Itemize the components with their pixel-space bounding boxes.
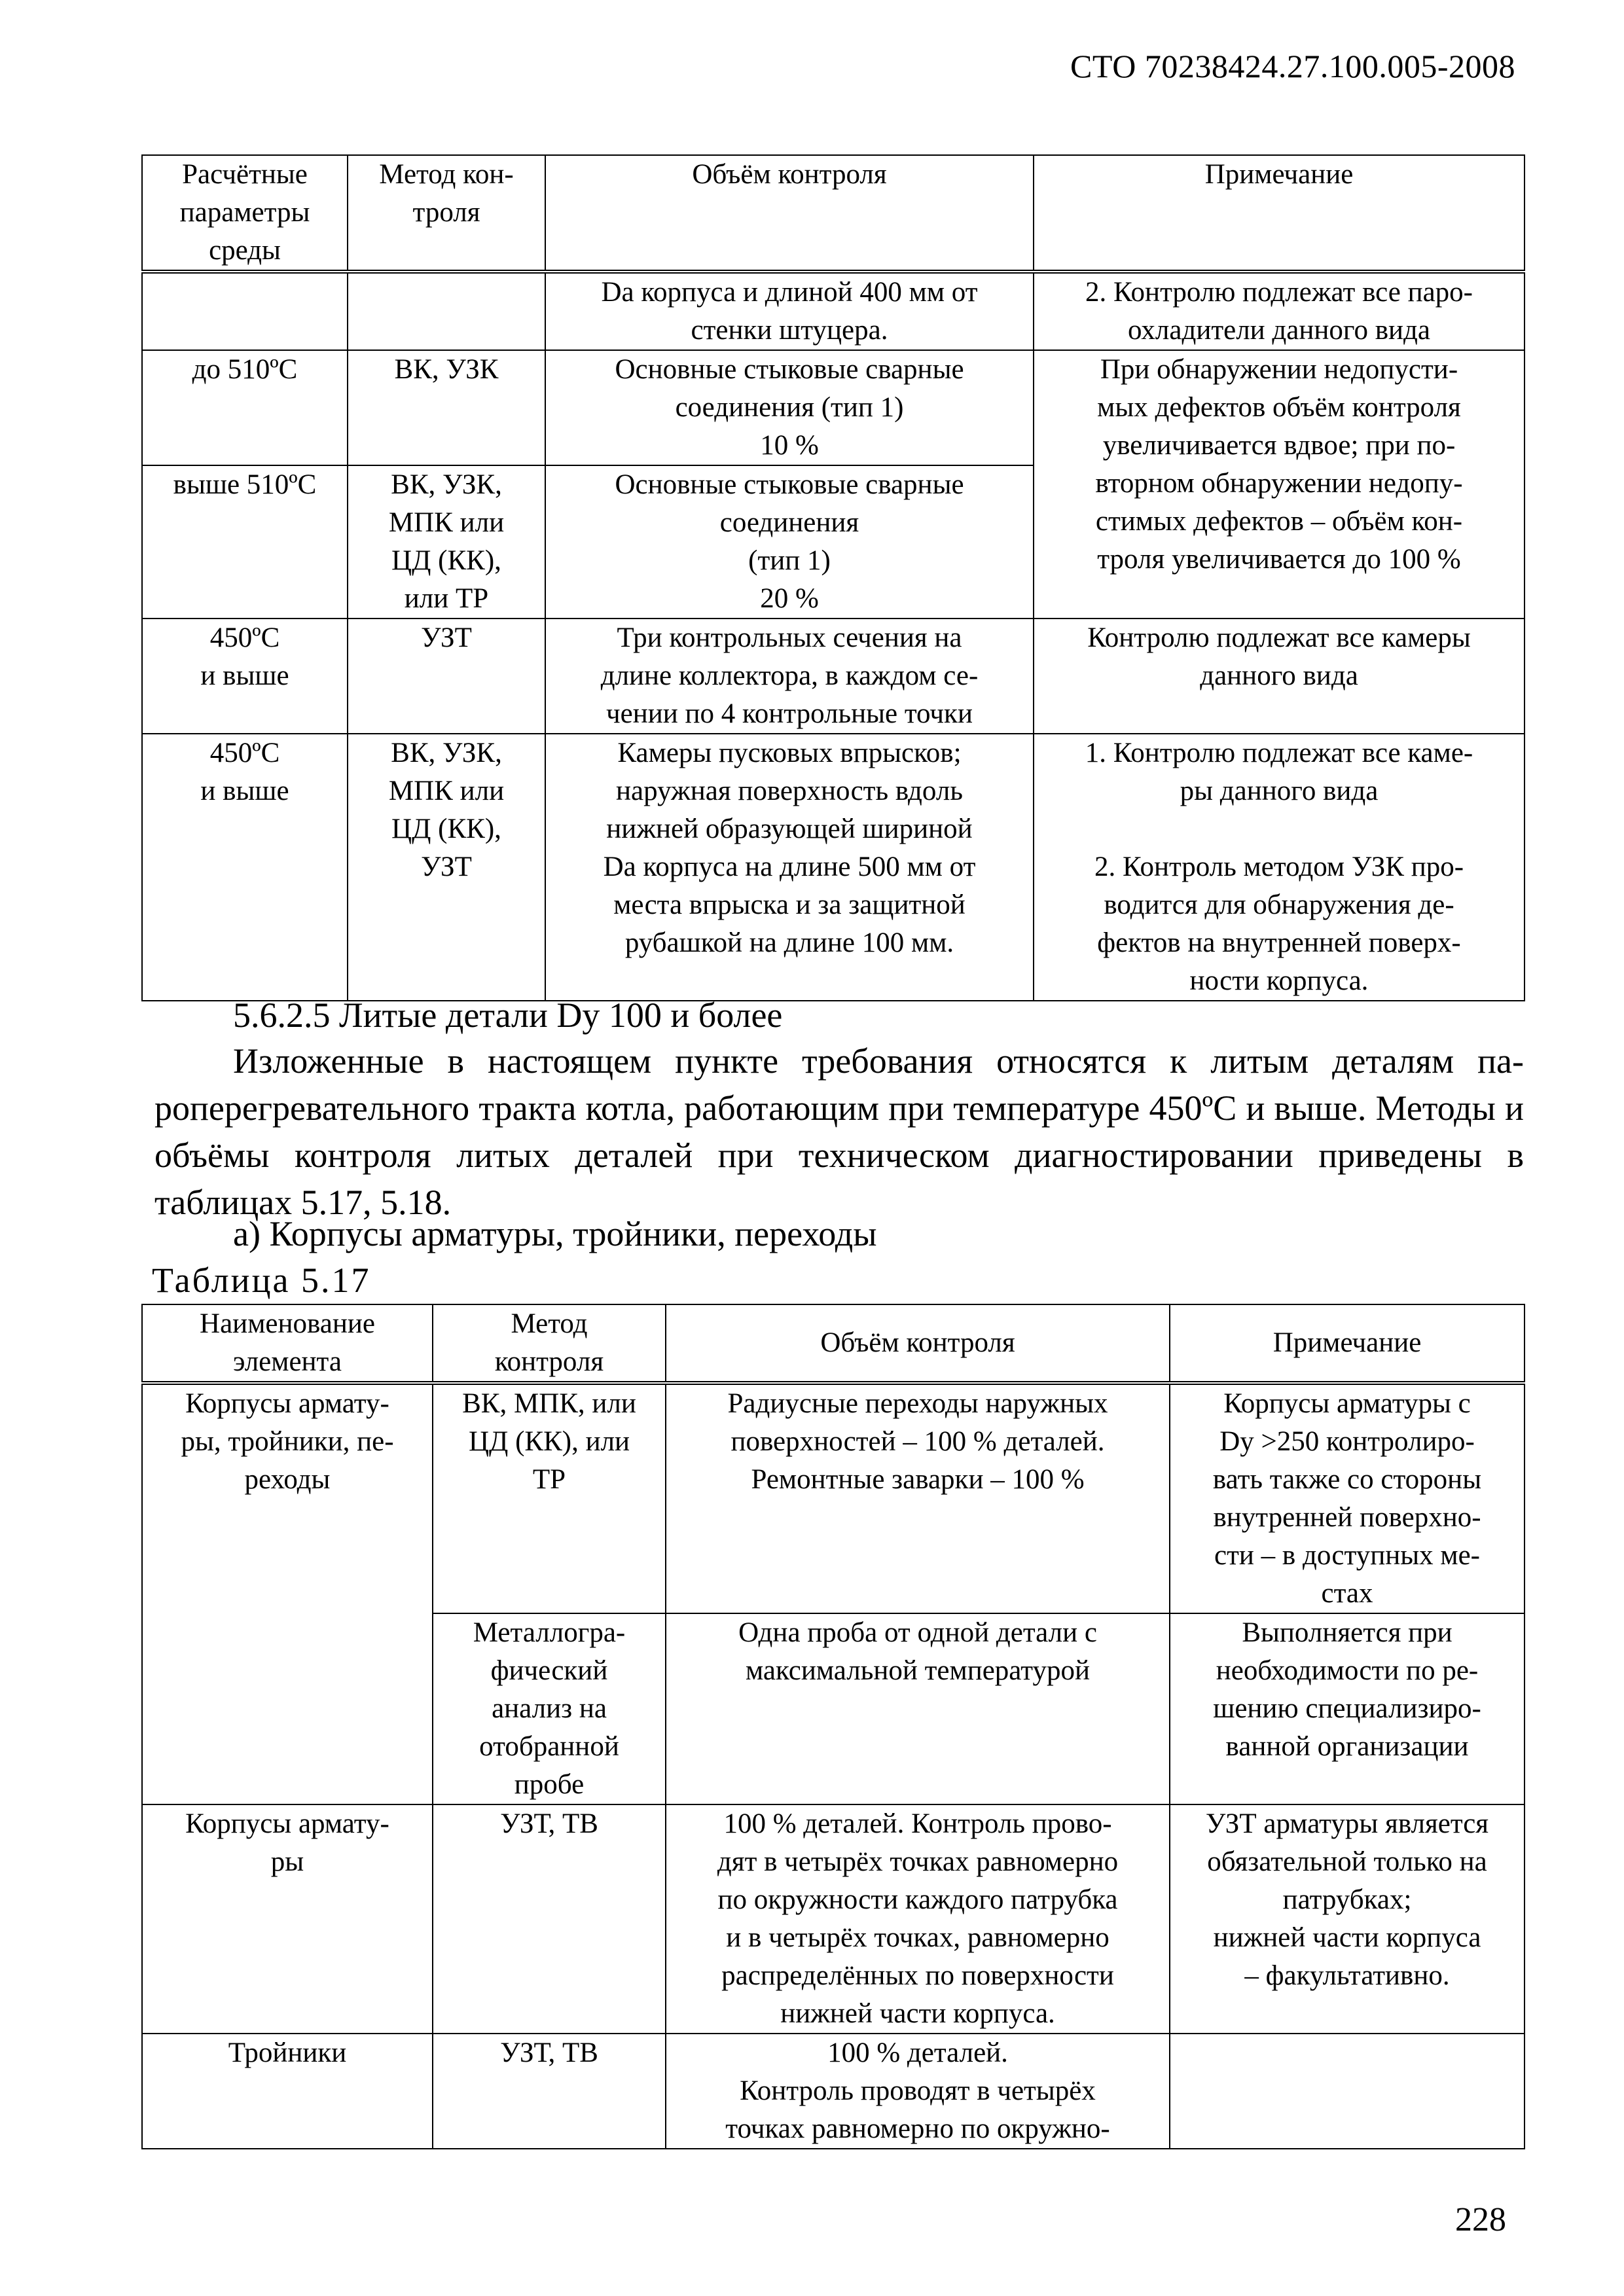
table-cell: 450ºС и выше [142,619,348,734]
table-cell: Da корпуса и длиной 400 мм от стенки штуцера. [545,272,1034,350]
table-cell: УЗТ [348,619,545,734]
column-header: Метод кон- троля [348,155,545,272]
column-header: Расчётные параметры среды [142,155,348,272]
table-cell: до 510ºС [142,350,348,465]
table-continuation [141,154,1525,1001]
column-header: Объём контроля [666,1304,1170,1383]
table-cell: 450ºС и выше [142,734,348,1001]
table-cell: 2. Контролю подлежат все паро- охладители данного вида [1034,272,1525,350]
table-cell: ВК, УЗК [348,350,545,465]
table-cell: Камеры пусковых впрысков; наружная поверхность вдоль нижней образующей шириной Da корпуса на длине 500 мм от места впрыска и за защитной рубашкой на длине 100 мм. [545,734,1034,1001]
table-row [142,619,1525,734]
column-header: Объём контроля [545,155,1034,272]
table-cell: Тройники [142,2034,433,2149]
column-header: Примечание [1170,1304,1525,1383]
table-cell: Три контрольных сечения на длине коллектора, в каждом се- чении по 4 контрольные точки [545,619,1034,734]
table-cell: УЗТ, ТВ [433,2034,666,2149]
table-cell: ВК, МПК, или ЦД (КК), или ТР [433,1383,666,1613]
table-caption: Таблица 5.17 [152,1261,371,1300]
table-cell: УЗТ арматуры является обязательной только на патрубках; нижней части корпуса – факультативно. [1170,1804,1525,2034]
column-header: Метод контроля [433,1304,666,1383]
table-row [142,1804,1525,2034]
table-cell: Металлогра- фический анализ на отобранной пробе [433,1613,666,1804]
table-header-row [142,155,1525,272]
table-cell: Контролю подлежат все камеры данного вида [1034,619,1525,734]
table-cell-merged: Корпусы армату- ры, тройники, пе- реходы [142,1383,433,1804]
section-heading: 5.6.2.5 Литые детали Dy 100 и более [233,996,783,1035]
table-cell [348,272,545,350]
table-cell: УЗТ, ТВ [433,1804,666,2034]
table-cell: Основные стыковые сварные соединения (тип 1) 10 % [545,350,1034,465]
table-cell: ВК, УЗК, МПК или ЦД (КК), УЗТ [348,734,545,1001]
table-row [142,1383,1525,1613]
body-paragraph: Изложенные в настоящем пункте требования относятся к литым деталям па-роперегревательного тракта котла, работающим при температуре 450ºС и выше. Методы и объёмы контроля литых деталей при техническом диагностировании приведены в таблицах 5.17, 5.18. [154,1041,1524,1222]
subsection-heading: а) Корпусы арматуры, тройники, переходы [233,1214,877,1253]
table-header-row [142,1304,1525,1383]
table-row [142,272,1525,350]
column-header: Наименование элемента [142,1304,433,1383]
table-cell: Одна проба от одной детали с максимальной температурой [666,1613,1170,1804]
table-cell: Основные стыковые сварные соединения (тип 1) 20 % [545,465,1034,619]
table-cell-merged: При обнаружении недопусти- мых дефектов объём контроля увеличивается вдвое; при по- вторном обнаружении недопу- стимых дефектов – объём кон- троля увеличивается до 100 % [1034,350,1525,619]
table-cell: Корпусы армату- ры [142,1804,433,2034]
table-row [142,734,1525,1001]
table-cell [142,272,348,350]
page-number: 228 [1455,2201,1506,2238]
table-5-17 [141,1304,1525,2149]
table-row [142,2034,1525,2149]
table-cell: 1. Контролю подлежат все каме- ры данного вида 2. Контроль методом УЗК про- водится для обнаружения де- фектов на внутренней поверх- ности корпуса. [1034,734,1525,1001]
document-code: СТО 70238424.27.100.005-2008 [1070,48,1515,84]
table-cell: Корпусы арматуры с Dy >250 контролиро- вать также со стороны внутренней поверхно- сти – в доступных ме- стах [1170,1383,1525,1613]
table-cell: 100 % деталей. Контроль проводят в четырёх точках равномерно по окружно- [666,2034,1170,2149]
table-cell: Выполняется при необходимости по ре- шению специализиро- ванной организации [1170,1613,1525,1804]
table-cell: 100 % деталей. Контроль прово- дят в четырёх точках равномерно по окружности каждого патрубка и в четырёх точках, равномерно распределённых по поверхности нижней части корпуса. [666,1804,1170,2034]
table-cell [1170,2034,1525,2149]
table-cell: Радиусные переходы наружных поверхностей – 100 % деталей. Ремонтные заварки – 100 % [666,1383,1170,1613]
table-row [142,350,1525,465]
column-header: Примечание [1034,155,1525,272]
table-cell: ВК, УЗК, МПК или ЦД (КК), или ТР [348,465,545,619]
table-cell: выше 510ºС [142,465,348,619]
